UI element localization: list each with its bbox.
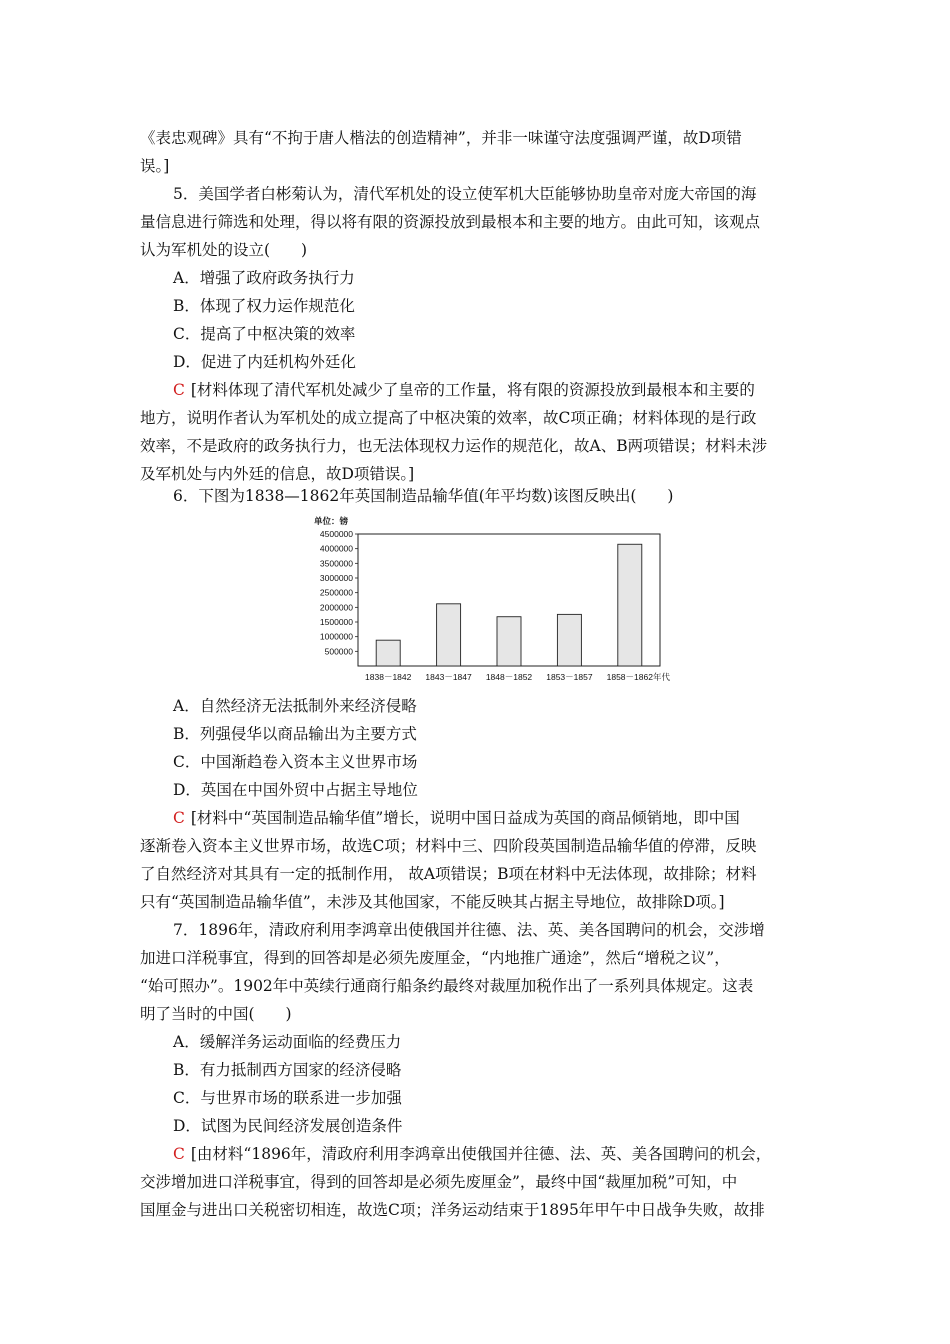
bar xyxy=(618,544,642,666)
question-7-stem: 7．1896年，清政府利用李鸿章出使俄国并往德、法、英、美各国聘问的机会，交涉增 xyxy=(173,921,765,939)
y-tick-label: 2500000 xyxy=(319,587,353,598)
option-d: D．促进了内廷机构外廷化 xyxy=(173,353,356,371)
y-tick-label: 1000000 xyxy=(319,631,353,642)
option-c: C．与世界市场的联系进一步加强 xyxy=(173,1089,402,1107)
bar-chart xyxy=(300,512,690,690)
bar xyxy=(497,617,521,666)
x-tick-label: 1848－1852 xyxy=(485,672,533,682)
y-tick-label: 500000 xyxy=(324,646,353,657)
option-a: A．增强了政府政务执行力 xyxy=(173,269,355,287)
option-a: A．缓解洋务运动面临的经费压力 xyxy=(173,1033,402,1051)
text-line: 及军机处与内外廷的信息，故D项错误。] xyxy=(140,465,415,483)
text-line: 交涉增加进口洋税事宜，得到的回答却是必须先废厘金”，最终中国“裁厘加税”可知，中 xyxy=(140,1173,738,1191)
option-c: C．提高了中枢决策的效率 xyxy=(173,325,356,343)
explanation-text: [材料体现了清代军机处减少了皇帝的工作量，将有限的资源投放到最根本和主要的 xyxy=(190,381,755,399)
text-line: 加进口洋税事宜，得到的回答却是必须先废厘金，“内地推广通途”，然后“增税之议”， xyxy=(140,949,730,967)
chart-unit-label: 单位：镑 xyxy=(314,516,349,526)
text-line: 逐渐卷入资本主义世界市场，故选C项；材料中三、四阶段英国制造品输华值的停滞，反映 xyxy=(140,837,757,855)
answer-6-explanation xyxy=(173,808,740,828)
bar xyxy=(376,640,400,666)
option-a: A．自然经济无法抵制外来经济侵略 xyxy=(173,697,417,715)
text-line: 了自然经济对其具有一定的抵制作用， 故A项错误；B项在材料中无法体现，故排除；材料 xyxy=(140,865,757,883)
text-line: 认为军机处的设立( ) xyxy=(140,241,308,259)
y-tick-label: 2000000 xyxy=(319,602,353,613)
option-d: D．英国在中国外贸中占据主导地位 xyxy=(173,781,418,799)
text-line: 明了当时的中国( ) xyxy=(140,1005,292,1023)
text-line: 量信息进行筛选和处理，得以将有限的资源投放到最根本和主要的地方。由此可知，该观点 xyxy=(140,213,761,231)
x-tick-label: 1858－1862 xyxy=(606,672,653,682)
option-c: C．中国渐趋卷入资本主义世界市场 xyxy=(173,753,418,771)
x-tick-label: 1843－1847 xyxy=(425,672,472,682)
x-tick-label: 1853－1857 xyxy=(546,672,593,682)
x-tick-label: 1838－1842 xyxy=(365,672,412,682)
option-b: B．列强侵华以商品输出为主要方式 xyxy=(173,725,417,743)
y-tick-label: 4500000 xyxy=(319,529,353,539)
question-6-stem: 6．下图为1838—1862年英国制造品输华值(年平均数)该图反映出( ) xyxy=(173,487,674,505)
answer-letter: C xyxy=(173,1145,185,1163)
y-tick-label: 4000000 xyxy=(319,543,353,554)
text-line: 地方，说明作者认为军机处的成立提高了中枢决策的效率，故C项正确；材料体现的是行政 xyxy=(140,409,757,427)
question-5-stem: 5．美国学者白彬菊认为，清代军机处的设立使军机大臣能够协助皇帝对庞大帝国的海 xyxy=(173,185,757,203)
text-line: 《表忠观碑》具有“不拘于唐人楷法的创造精神”，并非一味谨守法度强调严谨，故D项错 xyxy=(140,129,742,147)
text-line: 误。] xyxy=(140,157,170,175)
bar xyxy=(557,614,581,666)
answer-letter: C xyxy=(173,381,185,399)
x-axis-label: 年代 xyxy=(653,672,671,682)
bar xyxy=(437,604,461,666)
text-line: 只有“英国制造品输华值”，未涉及其他国家，不能反映其占据主导地位，故排除D项。] xyxy=(140,893,725,911)
answer-5-explanation xyxy=(173,380,755,400)
explanation-text: [材料中“英国制造品输华值”增长，说明中国日益成为英国的商品倾销地，即中国 xyxy=(190,809,740,827)
answer-7-explanation xyxy=(173,1144,771,1164)
text-line: 效率，不是政府的政务执行力，也无法体现权力运作的规范化，故A、B两项错误；材料未涉 xyxy=(140,437,768,455)
text-line: “始可照办”。1902年中英续行通商行船条约最终对裁厘加税作出了一系列具体规定。这表 xyxy=(140,977,754,995)
text-line: 国厘金与进出口关税密切相连，故选C项；洋务运动结束于1895年甲午中日战争失败，故排 xyxy=(140,1201,765,1219)
option-b: B．有力抵制西方国家的经济侵略 xyxy=(173,1061,402,1079)
y-tick-label: 3000000 xyxy=(319,573,353,583)
y-tick-label: 3500000 xyxy=(319,558,353,569)
option-b: B．体现了权力运作规范化 xyxy=(173,297,355,315)
explanation-text: [由材料“1896年，清政府利用李鸿章出使俄国并往德、法、英、美各国聘问的机会， xyxy=(190,1145,772,1163)
y-tick-label: 1500000 xyxy=(319,617,353,627)
option-d: D．试图为民间经济发展创造条件 xyxy=(173,1117,403,1135)
answer-letter: C xyxy=(173,809,185,827)
